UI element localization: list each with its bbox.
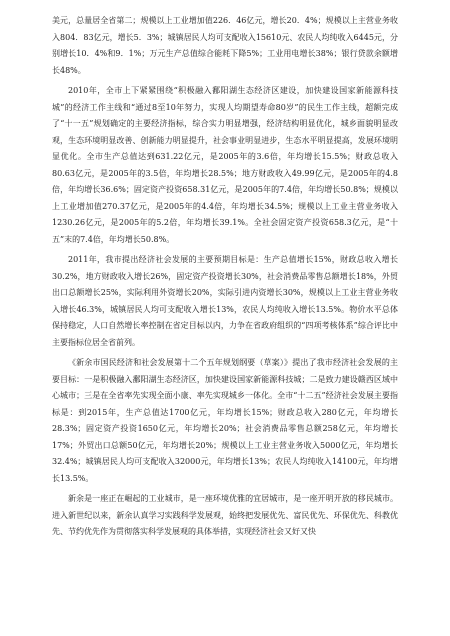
- paragraph-city-intro: 新余是一座正在崛起的工业城市，是一座环境优雅的宜居城市，是一座开明开放的移民城市。进入新世纪以来，新余认真学习实践科学发展观，始终把发展优先、富民优先、环保优先、科教优先、节约优先作为贯彻落实科学发展观的具体举措，实现经济社会又好又快: [52, 494, 398, 536]
- paragraph-five-year-plan: 《新余市国民经济和社会发展第十二个五年规划纲要（草案）》提出了我市经济社会发展的主要目标：一是积极融入鄱阳湖生态经济区，加快建设国家新能源科技城；二是致力建设赣西区域中心城市；三是在全省率先实现全面小康、率先实现城乡一体化。全市“十二五”经济社会发展主要指标是：到2015年，生产总值达1700亿元，年均增长15%；财政总收入280亿元，年均增长28.3%；固定资产投资1650亿元，年均增长20%；社会消费品零售总额258亿元，年均增长17%；外贸出口总额50亿元，年均增长20%；规模以上工业主营业务收入5000亿元，年均增长32.4%；城镇居民人均可支配收入32000元，年均增长13%；农民人均纯收入14100元，年均增长13.5%。: [52, 358, 398, 483]
- paragraph-continuation: 美元，总量居全省第二；规模以上工业增加值226．46亿元，增长20．4%；规模以上主营业务收入804．83亿元，增长5．3%；城镇居民人均可支配收入15610元、农民人均纯收入6445元，分别增长10．4%和9．1%；万元生产总值综合能耗下降5%；工业用电增长38%；银行贷款余额增长48%。: [52, 16, 398, 75]
- paragraph-2010-review: 2010年，全市上下紧紧围绕“积极融入鄱阳湖生态经济区建设，加快建设国家新能源科技城”的经济工作主线和“通过8至10年努力，实现人均期望寿命80岁”的民生工作主线，超额完成了“十一五”规划确定的主要经济指标，综合实力明显增强，经济结构明显优化，城乡面貌明显改观，生态环境明显改善、创新能力明显提升，社会事业明显进步，生态水平明显提高，发展环境明显优化。全市生产总值达到631.22亿元，是2005年的3.6倍，年均增长15.5%；财政总收入80.63亿元，是2005年的3.5倍，年均增长28.5%；地方财政收入49.99亿元，是2005年的4.8倍，年均增长36.6%；固定资产投资658.31亿元，是2005年的7.4倍，年均增长50.8%；规模以上工业增加值270.37亿元，是2005年的4.4倍，年均增长34.5%；规模以上工业主营业务收入1230.26亿元，是2005年的5.2倍，年均增长39.1%。全社会固定资产投资658.3亿元，是“十五”末的7.4倍，年均增长50.8%。: [52, 86, 398, 244]
- paragraph-2011-targets: 2011年，我市提出经济社会发展的主要预期目标是：生产总值增长15%，财政总收入增长30.2%，地方财政收入增长26%，固定资产投资增长30%，社会消费品零售总额增长18%，外贸出口总额增长25%，实际利用外资增长20%，实际引进内资增长30%，规模以上工业主营业务收入增长46.3%，城镇居民人均可支配收入增长13%，农民人均纯收入增长13.5%。物价水平总体保持稳定，人口自然增长率控制在省定目标以内，力争在省政府组织的“四项考核体系”综合评比中主要指标位居全省前列。: [52, 255, 398, 347]
